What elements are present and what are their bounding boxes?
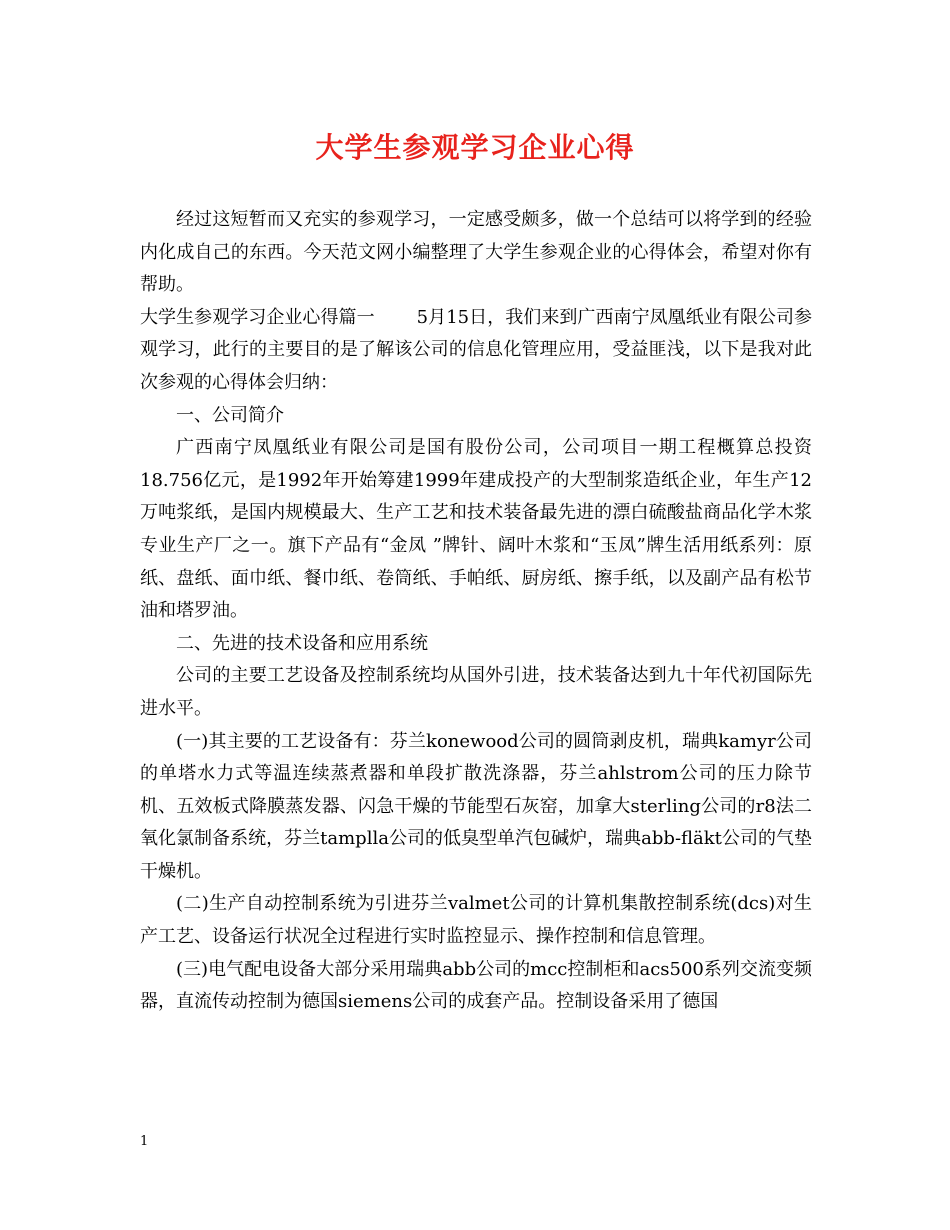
intro-paragraph: 经过这短暂而又充实的参观学习，一定感受颇多，做一个总结可以将学到的经验内化成自己的东西。今天范文网小编整理了大学生参观企业的心得体会，希望对你有帮助。 (140, 209, 812, 296)
document-title: 大学生参观学习企业心得 (315, 131, 635, 164)
article-first-paragraph (140, 302, 812, 400)
equipment-item-1: (一)其主要的工艺设备有：芬兰konewood公司的圆筒剥皮机，瑞典kamyr公司的单塔水力式等温连续蒸煮器和单段扩散洗涤器，芬兰ahlstrom公司的压力除节机、五效板式降膜蒸发器、闪急干燥的节能型石灰窑，加拿大sterling公司的r8法二氧化氯制备系统，芬兰tamplla公司的低臭型单汽包碱炉，瑞典abb-fläkt公司的气垫干燥机。 (140, 730, 812, 882)
section-heading-technology: 二、先进的技术设备和应用系统 (176, 632, 428, 654)
article-label: 大学生参观学习企业心得篇一 (140, 306, 375, 328)
technology-paragraph: 公司的主要工艺设备及控制系统均从国外引进，技术装备达到九十年代初国际先进水平。 (140, 665, 812, 719)
section-heading-company-profile: 一、公司简介 (176, 404, 284, 426)
document-body (140, 204, 812, 1019)
article-opening: 5月15日，我们来到广西南宁凤凰纸业有限公司参观学习，此行的主要目的是了解该公司的信息化管理应用，受益匪浅，以下是我对此次参观的心得体会归纳： (140, 306, 813, 393)
equipment-item-3: (三)电气配电设备大部分采用瑞典abb公司的mcc控制柜和acs500系列交流变频器，直流传动控制为德国siemens公司的成套产品。控制设备采用了德国 (140, 958, 812, 1013)
equipment-item-2: (二)生产自动控制系统为引进芬兰valmet公司的计算机集散控制系统(dcs)对生产工艺、设备运行状况全过程进行实时监控显示、操作控制和信息管理。 (140, 893, 812, 948)
page-number: 1 (140, 1134, 149, 1149)
company-profile-paragraph: 广西南宁凤凰纸业有限公司是国有股份公司，公司项目一期工程概算总投资18.756亿元，是1992年开始筹建1999年建成投产的大型制浆造纸企业，年生产12 万吨浆纸，是国内规模最大、生产工艺和技术装备最先进的漂白硫酸盐商品化学木浆专业生产厂之一。旗下产品有“金凤 ”牌针、阔叶木浆和“玉凤”牌生活用纸系列：原纸、盘纸、面巾纸、餐巾纸、卷筒纸、手帕纸、厨房纸、擦手纸，以及副产品有松节油和塔罗油。 (140, 437, 812, 622)
